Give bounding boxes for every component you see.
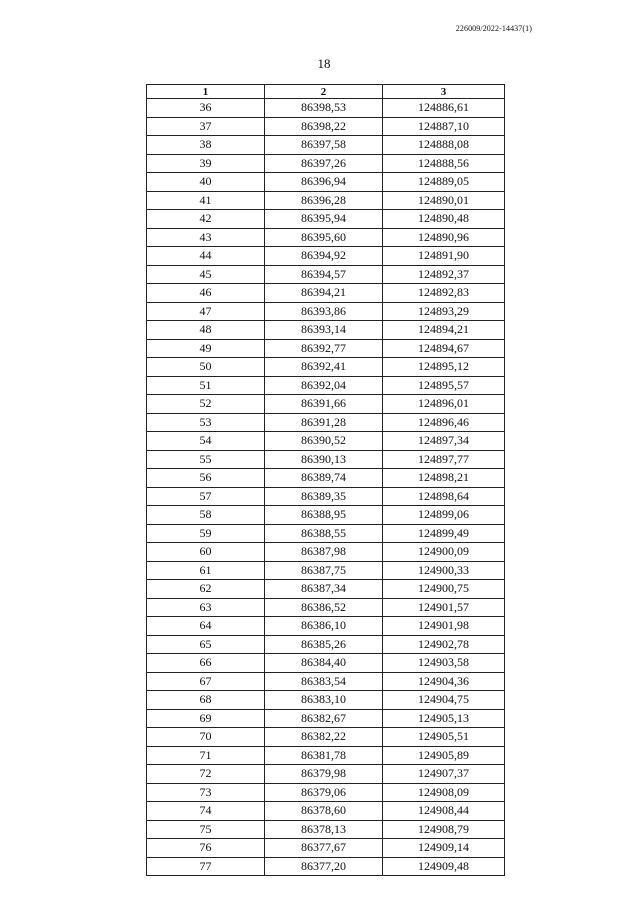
y-coordinate-cell: 124889,05	[383, 173, 505, 192]
table-row	[147, 839, 505, 858]
table-body	[147, 99, 505, 876]
y-coordinate-cell: 124890,01	[383, 191, 505, 210]
table-row	[147, 376, 505, 395]
point-number-cell: 50	[147, 358, 265, 377]
y-coordinate-cell: 124907,37	[383, 765, 505, 784]
x-coordinate-cell: 86394,21	[265, 284, 383, 303]
point-number-cell: 36	[147, 99, 265, 118]
table-row	[147, 136, 505, 155]
y-coordinate-cell: 124896,46	[383, 413, 505, 432]
x-coordinate-cell: 86378,60	[265, 802, 383, 821]
x-coordinate-cell: 86385,26	[265, 635, 383, 654]
point-number-cell: 59	[147, 524, 265, 543]
table-row	[147, 654, 505, 673]
x-coordinate-cell: 86392,04	[265, 376, 383, 395]
x-coordinate-cell: 86393,14	[265, 321, 383, 340]
table-row	[147, 617, 505, 636]
point-number-cell: 58	[147, 506, 265, 525]
x-coordinate-cell: 86377,67	[265, 839, 383, 858]
x-coordinate-cell: 86397,58	[265, 136, 383, 155]
point-number-cell: 69	[147, 709, 265, 728]
y-coordinate-cell: 124888,56	[383, 154, 505, 173]
coordinates-table	[146, 84, 505, 876]
table-row	[147, 561, 505, 580]
point-number-cell: 47	[147, 302, 265, 321]
point-number-cell: 57	[147, 487, 265, 506]
x-coordinate-cell: 86394,57	[265, 265, 383, 284]
y-coordinate-cell: 124901,98	[383, 617, 505, 636]
y-coordinate-cell: 124897,77	[383, 450, 505, 469]
document-id: 226009/2022-14437(1)	[455, 24, 532, 33]
point-number-cell: 63	[147, 598, 265, 617]
table-row	[147, 746, 505, 765]
x-coordinate-cell: 86397,26	[265, 154, 383, 173]
point-number-cell: 41	[147, 191, 265, 210]
y-coordinate-cell: 124892,37	[383, 265, 505, 284]
column-header: 3	[383, 85, 505, 99]
y-coordinate-cell: 124899,49	[383, 524, 505, 543]
y-coordinate-cell: 124895,12	[383, 358, 505, 377]
x-coordinate-cell: 86390,52	[265, 432, 383, 451]
table-row	[147, 247, 505, 266]
x-coordinate-cell: 86382,22	[265, 728, 383, 747]
table-row	[147, 173, 505, 192]
point-number-cell: 74	[147, 802, 265, 821]
y-coordinate-cell: 124905,51	[383, 728, 505, 747]
y-coordinate-cell: 124900,09	[383, 543, 505, 562]
x-coordinate-cell: 86377,20	[265, 857, 383, 876]
point-number-cell: 37	[147, 117, 265, 136]
table-row	[147, 487, 505, 506]
table-row	[147, 635, 505, 654]
x-coordinate-cell: 86387,75	[265, 561, 383, 580]
point-number-cell: 38	[147, 136, 265, 155]
y-coordinate-cell: 124894,67	[383, 339, 505, 358]
point-number-cell: 76	[147, 839, 265, 858]
table-row	[147, 524, 505, 543]
table-row	[147, 154, 505, 173]
table-row	[147, 395, 505, 414]
y-coordinate-cell: 124898,21	[383, 469, 505, 488]
point-number-cell: 49	[147, 339, 265, 358]
x-coordinate-cell: 86395,60	[265, 228, 383, 247]
y-coordinate-cell: 124908,09	[383, 783, 505, 802]
x-coordinate-cell: 86392,41	[265, 358, 383, 377]
y-coordinate-cell: 124905,13	[383, 709, 505, 728]
x-coordinate-cell: 86391,66	[265, 395, 383, 414]
point-number-cell: 71	[147, 746, 265, 765]
point-number-cell: 61	[147, 561, 265, 580]
y-coordinate-cell: 124897,34	[383, 432, 505, 451]
point-number-cell: 40	[147, 173, 265, 192]
y-coordinate-cell: 124892,83	[383, 284, 505, 303]
point-number-cell: 70	[147, 728, 265, 747]
table-row	[147, 728, 505, 747]
table-row	[147, 543, 505, 562]
table-row	[147, 265, 505, 284]
table-header-row	[147, 85, 505, 99]
table-row	[147, 820, 505, 839]
point-number-cell: 52	[147, 395, 265, 414]
point-number-cell: 73	[147, 783, 265, 802]
y-coordinate-cell: 124886,61	[383, 99, 505, 118]
y-coordinate-cell: 124904,36	[383, 672, 505, 691]
table-row	[147, 469, 505, 488]
point-number-cell: 68	[147, 691, 265, 710]
table-row	[147, 210, 505, 229]
page-number: 18	[317, 56, 331, 71]
x-coordinate-cell: 86382,67	[265, 709, 383, 728]
y-coordinate-cell: 124888,08	[383, 136, 505, 155]
x-coordinate-cell: 86393,86	[265, 302, 383, 321]
table-row	[147, 117, 505, 136]
point-number-cell: 46	[147, 284, 265, 303]
point-number-cell: 45	[147, 265, 265, 284]
point-number-cell: 54	[147, 432, 265, 451]
table-row	[147, 339, 505, 358]
x-coordinate-cell: 86389,74	[265, 469, 383, 488]
y-coordinate-cell: 124908,44	[383, 802, 505, 821]
table-row	[147, 857, 505, 876]
x-coordinate-cell: 86379,98	[265, 765, 383, 784]
point-number-cell: 60	[147, 543, 265, 562]
y-coordinate-cell: 124900,33	[383, 561, 505, 580]
table-row	[147, 228, 505, 247]
y-coordinate-cell: 124904,75	[383, 691, 505, 710]
y-coordinate-cell: 124909,48	[383, 857, 505, 876]
x-coordinate-cell: 86379,06	[265, 783, 383, 802]
x-coordinate-cell: 86388,55	[265, 524, 383, 543]
y-coordinate-cell: 124905,89	[383, 746, 505, 765]
x-coordinate-cell: 86394,92	[265, 247, 383, 266]
table-row	[147, 691, 505, 710]
x-coordinate-cell: 86396,28	[265, 191, 383, 210]
point-number-cell: 42	[147, 210, 265, 229]
table-row	[147, 99, 505, 118]
x-coordinate-cell: 86383,10	[265, 691, 383, 710]
y-coordinate-cell: 124891,90	[383, 247, 505, 266]
table-row	[147, 580, 505, 599]
point-number-cell: 53	[147, 413, 265, 432]
point-number-cell: 56	[147, 469, 265, 488]
table-row	[147, 506, 505, 525]
column-header: 1	[147, 85, 265, 99]
table-row	[147, 598, 505, 617]
x-coordinate-cell: 86384,40	[265, 654, 383, 673]
x-coordinate-cell: 86387,34	[265, 580, 383, 599]
column-header: 2	[265, 85, 383, 99]
y-coordinate-cell: 124895,57	[383, 376, 505, 395]
y-coordinate-cell: 124908,79	[383, 820, 505, 839]
y-coordinate-cell: 124893,29	[383, 302, 505, 321]
point-number-cell: 72	[147, 765, 265, 784]
point-number-cell: 77	[147, 857, 265, 876]
table-row	[147, 321, 505, 340]
point-number-cell: 44	[147, 247, 265, 266]
y-coordinate-cell: 124890,48	[383, 210, 505, 229]
x-coordinate-cell: 86389,35	[265, 487, 383, 506]
table-row	[147, 191, 505, 210]
table-row	[147, 413, 505, 432]
point-number-cell: 66	[147, 654, 265, 673]
x-coordinate-cell: 86391,28	[265, 413, 383, 432]
point-number-cell: 39	[147, 154, 265, 173]
x-coordinate-cell: 86395,94	[265, 210, 383, 229]
x-coordinate-cell: 86383,54	[265, 672, 383, 691]
table-row	[147, 672, 505, 691]
table-row	[147, 783, 505, 802]
table-row	[147, 432, 505, 451]
y-coordinate-cell: 124900,75	[383, 580, 505, 599]
point-number-cell: 67	[147, 672, 265, 691]
point-number-cell: 55	[147, 450, 265, 469]
x-coordinate-cell: 86387,98	[265, 543, 383, 562]
point-number-cell: 75	[147, 820, 265, 839]
x-coordinate-cell: 86398,53	[265, 99, 383, 118]
x-coordinate-cell: 86381,78	[265, 746, 383, 765]
x-coordinate-cell: 86386,10	[265, 617, 383, 636]
y-coordinate-cell: 124899,06	[383, 506, 505, 525]
x-coordinate-cell: 86392,77	[265, 339, 383, 358]
x-coordinate-cell: 86390,13	[265, 450, 383, 469]
point-number-cell: 43	[147, 228, 265, 247]
y-coordinate-cell: 124903,58	[383, 654, 505, 673]
y-coordinate-cell: 124890,96	[383, 228, 505, 247]
point-number-cell: 65	[147, 635, 265, 654]
y-coordinate-cell: 124887,10	[383, 117, 505, 136]
y-coordinate-cell: 124909,14	[383, 839, 505, 858]
table-row	[147, 709, 505, 728]
y-coordinate-cell: 124896,01	[383, 395, 505, 414]
x-coordinate-cell: 86396,94	[265, 173, 383, 192]
point-number-cell: 51	[147, 376, 265, 395]
y-coordinate-cell: 124902,78	[383, 635, 505, 654]
table-row	[147, 765, 505, 784]
x-coordinate-cell: 86378,13	[265, 820, 383, 839]
table-row	[147, 302, 505, 321]
table-row	[147, 358, 505, 377]
x-coordinate-cell: 86388,95	[265, 506, 383, 525]
table-row	[147, 802, 505, 821]
y-coordinate-cell: 124894,21	[383, 321, 505, 340]
x-coordinate-cell: 86398,22	[265, 117, 383, 136]
point-number-cell: 64	[147, 617, 265, 636]
x-coordinate-cell: 86386,52	[265, 598, 383, 617]
point-number-cell: 48	[147, 321, 265, 340]
point-number-cell: 62	[147, 580, 265, 599]
y-coordinate-cell: 124901,57	[383, 598, 505, 617]
y-coordinate-cell: 124898,64	[383, 487, 505, 506]
table-row	[147, 450, 505, 469]
table-row	[147, 284, 505, 303]
